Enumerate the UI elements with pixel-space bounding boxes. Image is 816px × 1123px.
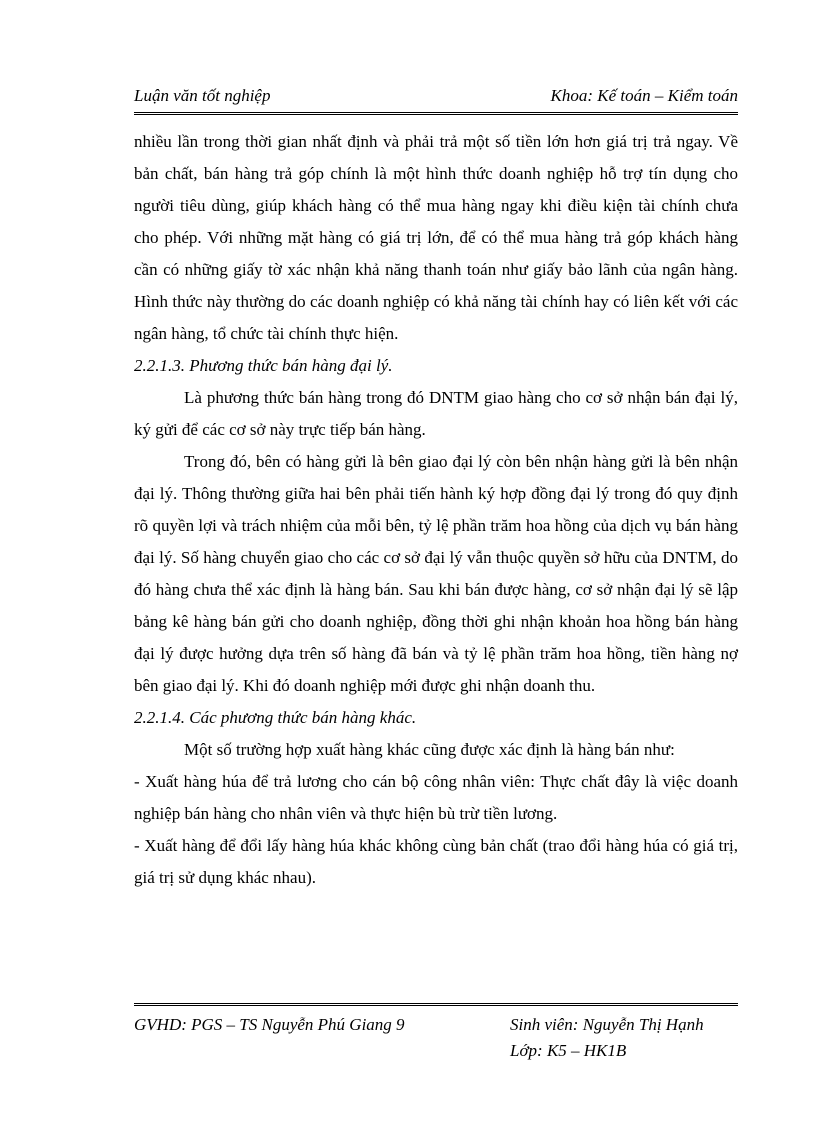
footer-divider (134, 1003, 738, 1006)
list-item-barter-exchange: - Xuất hàng để đổi lấy hàng húa khác không cùng bản chất (trao đổi hàng húa có giá trị, giá trị sử dụng khác nhau). (134, 836, 738, 887)
footer-student: Sinh viên: Nguyễn Thị Hạnh (510, 1015, 704, 1034)
header-faculty: Khoa: Kế toán – Kiểm toán (550, 86, 738, 105)
paragraph-agency-definition: Là phương thức bán hàng trong đó DNTM giao hàng cho cơ sở nhận bán đại lý, ký gửi để các cơ sở này trực tiếp bán hàng. (134, 388, 738, 439)
footer-supervisor: GVHD: PGS – TS Nguyễn Phú Giang 9 (134, 1015, 405, 1034)
section-heading-agency-sales: 2.2.1.3. Phương thức bán hàng đại lý. (134, 356, 393, 375)
header-thesis-title: Luận văn tốt nghiệp (134, 86, 271, 105)
document-body (134, 126, 738, 894)
paragraph-installment-continued: nhiều lần trong thời gian nhất định và phải trả một số tiền lớn hơn giá trị trả ngay. Về bản chất, bán hàng trả góp chính là một hình thức doanh nghiệp hỗ trợ tín dụng cho người tiêu dùng, giúp khách hàng có thể mua hàng ngay khi điều kiện tài chính chưa cho phép. Với những mặt hàng có giá trị lớn, để có thể mua hàng trả góp khách hàng cần có những giấy tờ xác nhận khả năng thanh toán như giấy bảo lãnh của ngân hàng. Hình thức này thường do các doanh nghiệp có khả năng tài chính hay có liên kết với các ngân hàng, tổ chức tài chính thực hiện. (134, 132, 738, 343)
footer-class: Lớp: K5 – HK1B (510, 1041, 627, 1060)
paragraph-agency-details: Trong đó, bên có hàng gửi là bên giao đại lý còn bên nhận hàng gửi là bên nhận đại lý. Thông thường giữa hai bên phải tiến hành ký hợp đồng đại lý trong đó quy định rõ quyền lợi và trách nhiệm của mỗi bên, tỷ lệ phần trăm hoa hồng của dịch vụ bán hàng đại lý. Số hàng chuyển giao cho các cơ sở đại lý vẫn thuộc quyền sở hữu của DNTM, do đó hàng chưa thể xác định là hàng bán. Sau khi bán được hàng, cơ sở nhận đại lý sẽ lập bảng kê hàng bán gửi cho doanh nghiệp, đồng thời ghi nhận khoản hoa hồng bán hàng đại lý được hưởng dựa trên số hàng đã bán và tỷ lệ phần trăm hoa hồng, tiền hàng nợ bên giao đại lý. Khi đó doanh nghiệp mới được ghi nhận doanh thu. (134, 452, 738, 695)
list-item-salary-payment: - Xuất hàng húa để trả lương cho cán bộ công nhân viên: Thực chất đây là việc doanh nghiệp bán hàng cho nhân viên và thực hiện bù trừ tiền lương. (134, 772, 738, 823)
header-divider (134, 112, 738, 115)
section-heading-other-sales: 2.2.1.4. Các phương thức bán hàng khác. (134, 708, 417, 727)
paragraph-other-sales-intro: Một số trường hợp xuất hàng khác cũng được xác định là hàng bán như: (184, 740, 675, 759)
page-header (134, 86, 738, 112)
